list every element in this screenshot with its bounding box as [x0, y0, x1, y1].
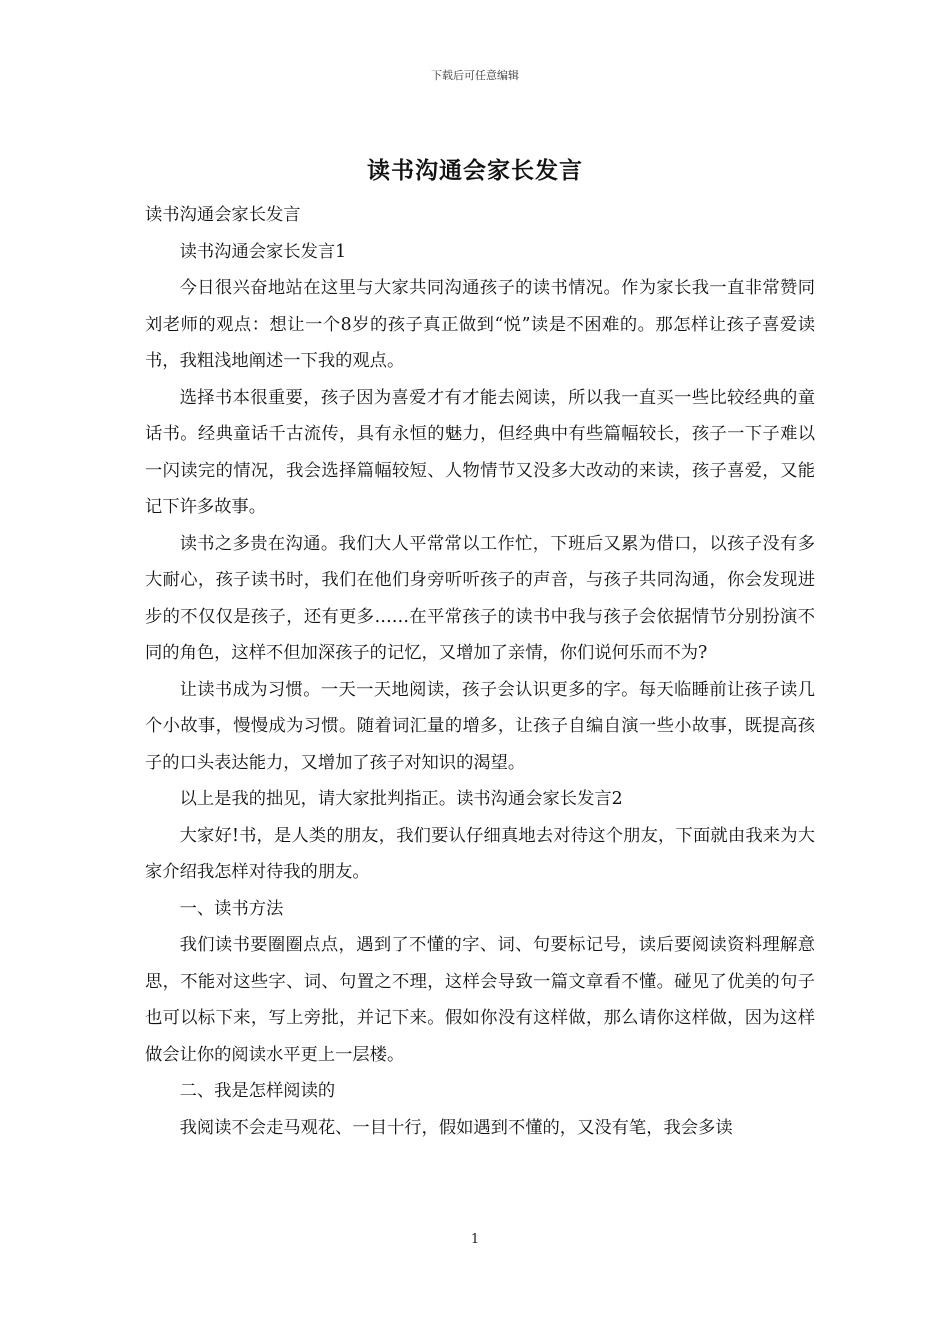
header-note: 下载后可任意编辑 [431, 69, 519, 82]
paragraph: 读书沟通会家长发言1 [179, 241, 347, 262]
paragraph: 选择书本很重要，孩子因为喜爱才有才能去阅读，所以我一直买一些比较经典的童话书。经典童话千古流传，具有永恒的魅力，但经典中有些篇幅较长，孩子一下子难以一闪读完的情况，我会选择篇幅较短、人物情节又没多大改动的来读，孩子喜爱，又能记下许多故事。 [145, 387, 815, 517]
document-title: 读书沟通会家长发言 [367, 157, 583, 184]
paragraph: 让读书成为习惯。一天一天地阅读，孩子会认识更多的字。每天临睡前让孩子读几个小故事，慢慢成为习惯。随着词汇量的增多，让孩子自编自演一些小故事，既提高孩子的口头表达能力，又增加了孩子对知识的渴望。 [145, 679, 815, 773]
paragraph: 我阅读不会走马观花、一目十行，假如遇到不懂的，又没有笔，我会多读 [179, 1117, 733, 1138]
page-number: 1 [470, 1232, 480, 1247]
paragraph: 以上是我的拙见，请大家批判指正。读书沟通会家长发言2 [179, 789, 623, 809]
section-heading: 一、读书方法 [179, 898, 284, 919]
paragraph: 读书之多贵在沟通。我们大人平常常以工作忙，下班后又累为借口，以孩子没有多大耐心，孩子读书时，我们在他们身旁听听孩子的声音，与孩子共同沟通，你会发现进步的不仅仅是孩子，还有更多……在平常孩子的读书中我与孩子会依据情节分别扮演不同的角色，这样不但加深孩子的记忆，又增加了亲情，你们说何乐而不为? [145, 533, 815, 663]
document-body [145, 197, 815, 1146]
paragraph: 大家好!书，是人类的朋友，我们要认仔细真地去对待这个朋友，下面就由我来为大家介绍我怎样对待我的朋友。 [145, 825, 815, 882]
document-subtitle: 读书沟通会家长发言 [145, 205, 301, 225]
paragraph: 我们读书要圈圈点点，遇到了不懂的字、词、句要标记号，读后要阅读资料理解意思，不能对这些字、词、句置之不理，这样会导致一篇文章看不懂。碰见了优美的句子也可以标下来，写上旁批，并记下来。假如你没有这样做，那么请你这样做，因为这样做会让你的阅读水平更上一层楼。 [145, 935, 815, 1065]
paragraph: 今日很兴奋地站在这里与大家共同沟通孩子的读书情况。作为家长我一直非常赞同刘老师的观点：想让一个8岁的孩子真正做到“悦”读是不困难的。那怎样让孩子喜爱读书，我粗浅地阐述一下我的观点。 [145, 278, 815, 371]
section-heading: 二、我是怎样阅读的 [179, 1081, 336, 1101]
